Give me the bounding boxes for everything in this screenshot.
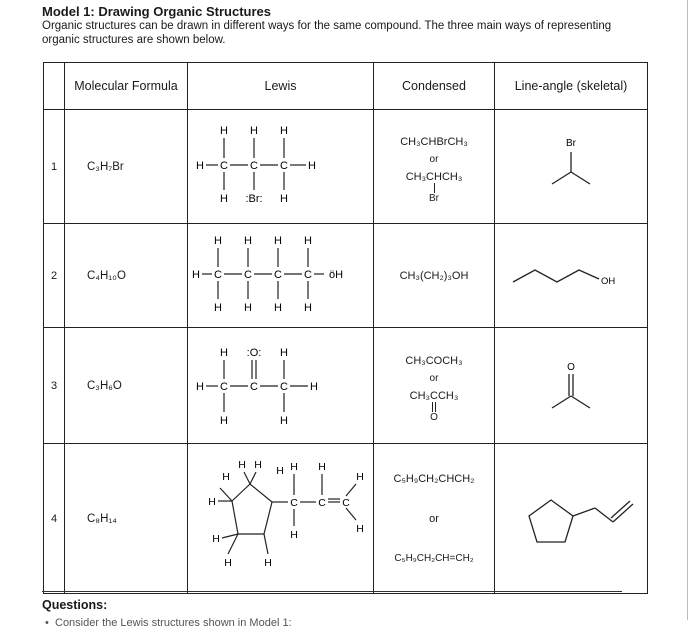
molecular-formula: C₄H₁₀O [65, 224, 188, 328]
condensed-b: CH₃CCH₃ [409, 389, 459, 402]
atom-label: H [290, 461, 298, 473]
condensed-a: C₅H₉CH₂CHCH₂ [393, 473, 475, 485]
lewis-structure [188, 444, 374, 594]
lewis-structure [188, 110, 374, 224]
lewis-structure [188, 224, 374, 328]
condensed-substituent: Br [429, 192, 439, 204]
row-number: 4 [44, 444, 65, 594]
atom-label: H [238, 459, 246, 471]
skeletal-drawing [495, 328, 647, 440]
atom-label: H [280, 415, 288, 427]
atom-label: C [244, 269, 252, 281]
atom-label: :O: [246, 347, 262, 359]
or-label: or [429, 513, 439, 525]
atom-label: C [290, 497, 298, 509]
atom-label: :Br: [245, 193, 263, 205]
atom-label: H [356, 523, 364, 535]
table-row [44, 110, 648, 224]
atom-label: C [214, 269, 222, 281]
header-lewis: Lewis [188, 63, 374, 110]
atom-label: C [304, 269, 312, 281]
atom-label: C [318, 497, 326, 509]
lewis-structure-drawing [188, 444, 373, 590]
condensed-b: CH₃CHCH₃ [405, 170, 463, 183]
atom-label: H [250, 125, 258, 137]
molecular-formula: C₃H₇Br [65, 110, 188, 224]
atom-label: H [196, 381, 204, 393]
atom-label: H [280, 347, 288, 359]
intro-text: Organic structures can be drawn in different ways for the same compound. The three main ways of representing organic structures are shown below. [42, 20, 612, 46]
atom-label: H [304, 302, 312, 314]
atom-label: C [250, 381, 258, 393]
atom-label: C [280, 160, 288, 172]
atom-label: H [274, 235, 282, 247]
or-label: or [429, 153, 439, 165]
atom-label: H [220, 415, 228, 427]
atom-label: H [214, 302, 222, 314]
condensed-b: C₅H₉CH₂CH=CH₂ [394, 553, 474, 564]
condensed-a: CH₃CHBrCH₃ [400, 135, 468, 148]
atom-label: H [220, 347, 228, 359]
atom-label: öH [328, 269, 344, 281]
atom-label: H [308, 160, 316, 172]
row-number: 2 [44, 224, 65, 328]
divider [42, 591, 622, 592]
condensed-formula [374, 110, 495, 224]
skeletal-label: Br [566, 138, 576, 149]
atom-label: C [220, 381, 228, 393]
atom-label: H [224, 557, 232, 569]
row-number: 3 [44, 328, 65, 444]
atom-label: H [318, 461, 326, 473]
or-label: or [429, 372, 439, 384]
header-condensed: Condensed [374, 63, 495, 110]
lewis-structure [188, 328, 374, 444]
row-number: 1 [44, 110, 65, 224]
header-num [44, 63, 65, 110]
skeletal-label: O [567, 362, 575, 373]
skeletal-structure [495, 328, 648, 444]
atom-label: H [276, 465, 284, 477]
skeletal-label: OH [601, 276, 616, 287]
condensed-formula [374, 328, 495, 444]
atom-label: C [250, 160, 258, 172]
question-text-content: Consider the Lewis structures shown in Model 1: [55, 617, 292, 629]
atom-label: H [274, 302, 282, 314]
atom-label: H [280, 125, 288, 137]
atom-label: H [192, 269, 200, 281]
atom-label: H [244, 302, 252, 314]
margin-line [687, 0, 688, 620]
atom-label: H [244, 235, 252, 247]
atom-label: H [222, 471, 230, 483]
atom-label: H [220, 125, 228, 137]
atom-label: H [310, 381, 318, 393]
condensed-a: CH₃COCH₃ [405, 354, 463, 367]
atom-label: H [356, 471, 364, 483]
atom-label: H [280, 193, 288, 205]
condensed-formula [374, 444, 495, 594]
atom-label: H [304, 235, 312, 247]
lewis-structure-drawing [188, 328, 373, 440]
header-row [44, 63, 648, 110]
questions-heading: Questions: [42, 598, 108, 612]
atom-label: H [264, 557, 272, 569]
table-row [44, 224, 648, 328]
atom-label: H [208, 496, 216, 508]
lewis-structure-drawing [188, 224, 373, 324]
structures-table [43, 62, 648, 594]
skeletal-structure [495, 110, 648, 224]
condensed-substituent: O [430, 411, 438, 423]
table-row [44, 444, 648, 594]
table-row [44, 328, 648, 444]
atom-label: H [196, 160, 204, 172]
atom-label: H [290, 529, 298, 541]
atom-label: H [254, 459, 262, 471]
question-text: • Consider the Lewis structures shown in Model 1: [45, 617, 292, 629]
atom-label: H [220, 193, 228, 205]
atom-label: H [214, 235, 222, 247]
atom-label: H [212, 533, 220, 545]
skeletal-structure [495, 224, 648, 328]
skeletal-drawing [495, 110, 647, 220]
molecular-formula: C₈H₁₄ [65, 444, 188, 594]
atom-label: C [280, 381, 288, 393]
page-title: Model 1: Drawing Organic Structures [42, 4, 271, 19]
molecular-formula: C₃H₆O [65, 328, 188, 444]
skeletal-drawing [495, 444, 647, 590]
skeletal-structure [495, 444, 648, 594]
atom-label: C [342, 497, 350, 509]
skeletal-drawing [495, 224, 647, 324]
header-skeletal: Line-angle (skeletal) [495, 63, 648, 110]
atom-label: C [274, 269, 282, 281]
atom-label: C [220, 160, 228, 172]
condensed-formula: CH₃(CH₂)₃OH [374, 224, 495, 328]
lewis-structure-drawing [188, 110, 373, 220]
header-molecular: Molecular Formula [65, 63, 188, 110]
